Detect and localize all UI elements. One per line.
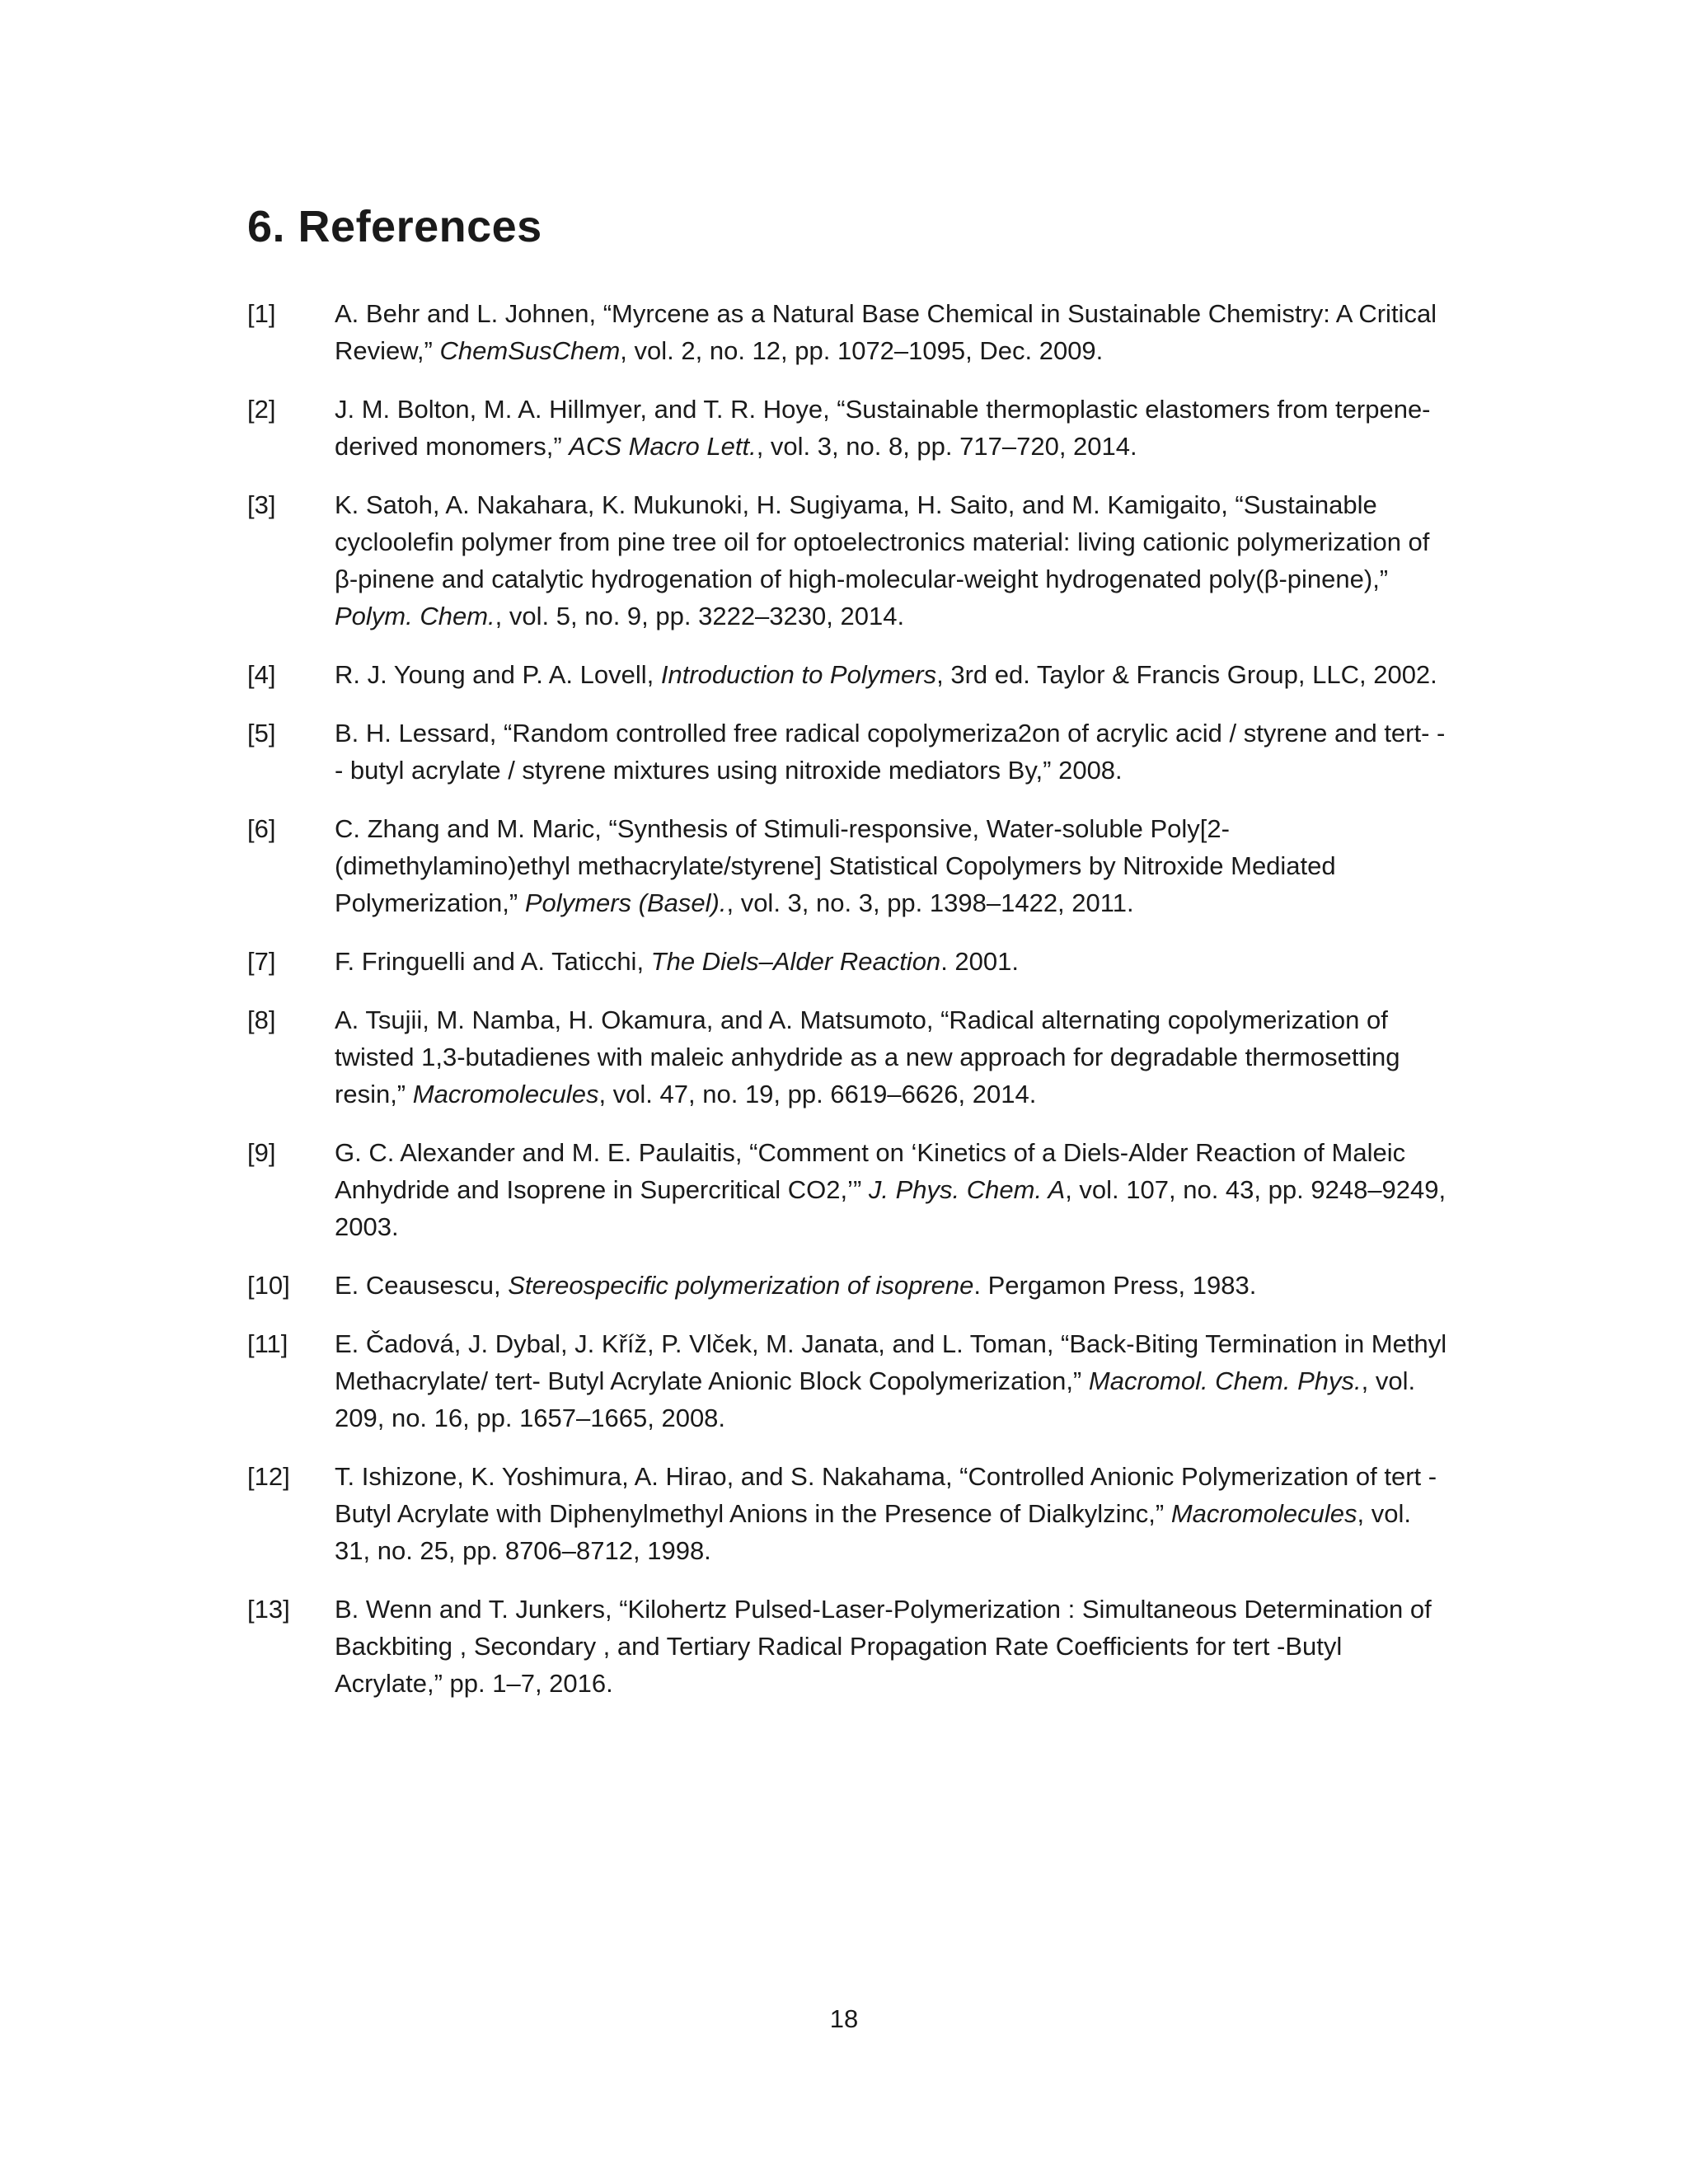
- reference-text: [335, 715, 1451, 789]
- reference-item: [247, 656, 1451, 693]
- reference-segment: , vol. 107, no. 43, pp. 9248–9249, 2003.: [335, 1175, 1447, 1241]
- reference-item: [247, 1134, 1451, 1245]
- reference-item: [247, 943, 1451, 980]
- reference-item: [247, 1325, 1451, 1436]
- reference-source-title: The Diels–Alder Reaction: [650, 947, 941, 976]
- reference-segment: A. Tsujii, M. Namba, H. Okamura, and A. Matsumoto, “Radical alternating copolymerization of twisted 1,3-butadienes with maleic anhydride as a new approach for degradable thermosetting resin,”: [335, 1005, 1400, 1108]
- reference-number: [10]: [247, 1271, 290, 1300]
- reference-segment: , vol. 31, no. 25, pp. 8706–8712, 1998.: [335, 1499, 1412, 1565]
- reference-source-title: Polym. Chem.: [335, 602, 495, 630]
- reference-segment: E. Čadová, J. Dybal, J. Kříž, P. Vlček, M. Janata, and L. Toman, “Back-Biting Termination in Methyl Methacrylate/ tert- Butyl Acrylate Anionic Block Copolymerization,”: [335, 1329, 1447, 1395]
- reference-segment: , vol. 3, no. 3, pp. 1398–1422, 2011.: [726, 888, 1134, 917]
- reference-text: [335, 1458, 1451, 1569]
- reference-segment: R. J. Young and P. A. Lovell,: [335, 660, 661, 689]
- reference-text: [335, 486, 1451, 635]
- reference-number: [9]: [247, 1138, 276, 1167]
- reference-segment: C. Zhang and M. Maric, “Synthesis of Stimuli-responsive, Water-soluble Poly[2-(dimethylamino)ethyl methacrylate/styrene] Statistical Copolymers by Nitroxide Mediated Polymerization,”: [335, 814, 1336, 917]
- reference-source-title: Macromolecules: [1170, 1499, 1357, 1528]
- reference-text: [335, 1591, 1451, 1702]
- reference-segment: A. Behr and L. Johnen, “Myrcene as a Natural Base Chemical in Sustainable Chemistry: A Critical Review,”: [335, 299, 1437, 365]
- reference-text: [335, 1001, 1451, 1113]
- reference-segment: , 3rd ed. Taylor & Francis Group, LLC, 2002.: [936, 660, 1437, 689]
- reference-source-title: ACS Macro Lett.: [569, 432, 757, 461]
- reference-segment: K. Satoh, A. Nakahara, K. Mukunoki, H. Sugiyama, H. Saito, and M. Kamigaito, “Sustainable cycloolefin polymer from pine tree oil for optoelectronics material: living cationic polymerization of β-pinene and catalytic hydrogenation of high-molecular-weight hydrogenated poly(β-pinene),”: [335, 490, 1430, 593]
- reference-segment: G. C. Alexander and M. E. Paulaitis, “Comment on ‘Kinetics of a Diels-Alder Reaction of Maleic Anhydride and Isoprene in Supercritical CO2,’”: [335, 1138, 1406, 1204]
- reference-list: [247, 295, 1451, 1723]
- reference-number: [2]: [247, 395, 276, 424]
- reference-text: [335, 1267, 1451, 1304]
- reference-segment: T. Ishizone, K. Yoshimura, A. Hirao, and S. Nakahama, “Controlled Anionic Polymerization of tert -Butyl Acrylate with Diphenylmethyl Anions in the Presence of Dialkylzinc,”: [335, 1462, 1437, 1528]
- reference-text: [335, 295, 1451, 369]
- reference-source-title: Stereospecific polymerization of isoprene: [508, 1271, 974, 1300]
- reference-segment: B. Wenn and T. Junkers, “Kilohertz Pulsed-Laser-Polymerization : Simultaneous Determination of Backbiting , Secondary , and Tertiary Radical Propagation Rate Coefficients for tert -Butyl Acrylate,” pp. 1–7, 2016.: [335, 1595, 1432, 1698]
- reference-number: [6]: [247, 814, 276, 843]
- reference-source-title: ChemSusChem: [439, 336, 621, 365]
- reference-source-title: Polymers (Basel).: [524, 888, 727, 917]
- reference-segment: E. Ceausescu,: [335, 1271, 509, 1300]
- reference-item: [247, 295, 1451, 369]
- section-heading: 6. References: [247, 202, 542, 251]
- reference-text: [335, 1134, 1451, 1245]
- reference-segment: , vol. 209, no. 16, pp. 1657–1665, 2008.: [335, 1366, 1416, 1432]
- reference-number: [1]: [247, 299, 276, 328]
- reference-item: [247, 1001, 1451, 1113]
- reference-text: [335, 1325, 1451, 1436]
- reference-text: [335, 943, 1451, 980]
- reference-number: [12]: [247, 1462, 290, 1491]
- reference-item: [247, 486, 1451, 635]
- reference-segment: , vol. 3, no. 8, pp. 717–720, 2014.: [756, 432, 1137, 461]
- reference-text: [335, 656, 1451, 693]
- reference-item: [247, 1591, 1451, 1702]
- reference-number: [7]: [247, 947, 276, 976]
- reference-item: [247, 810, 1451, 921]
- reference-segment: . 2001.: [940, 947, 1019, 976]
- reference-segment: B. H. Lessard, “Random controlled free radical copolymeriza2on of acrylic acid / styrene and tert- - - butyl acrylate / styrene mixtures using nitroxide mediators By,” 2008.: [335, 719, 1446, 785]
- reference-number: [3]: [247, 490, 276, 519]
- reference-segment: J. M. Bolton, M. A. Hillmyer, and T. R. Hoye, “Sustainable thermoplastic elastomers from terpene-derived monomers,”: [335, 395, 1431, 461]
- reference-text: [335, 391, 1451, 465]
- reference-source-title: Macromolecules: [412, 1080, 599, 1108]
- reference-number: [13]: [247, 1595, 290, 1624]
- reference-item: [247, 1458, 1451, 1569]
- reference-source-title: Macromol. Chem. Phys.: [1088, 1366, 1362, 1395]
- reference-number: [11]: [247, 1329, 288, 1358]
- page-number: 18: [829, 2004, 859, 2033]
- reference-segment: , vol. 5, no. 9, pp. 3222–3230, 2014.: [495, 602, 905, 630]
- reference-segment: F. Fringuelli and A. Taticchi,: [335, 947, 651, 976]
- reference-segment: . Pergamon Press, 1983.: [973, 1271, 1257, 1300]
- reference-item: [247, 1267, 1451, 1304]
- reference-item: [247, 391, 1451, 465]
- reference-number: [5]: [247, 719, 276, 748]
- reference-text: [335, 810, 1451, 921]
- reference-source-title: J. Phys. Chem. A: [868, 1175, 1066, 1204]
- reference-number: [8]: [247, 1005, 276, 1034]
- reference-number: [4]: [247, 660, 276, 689]
- reference-source-title: Introduction to Polymers: [660, 660, 937, 689]
- reference-segment: , vol. 2, no. 12, pp. 1072–1095, Dec. 2009.: [620, 336, 1104, 365]
- reference-item: [247, 715, 1451, 789]
- reference-segment: , vol. 47, no. 19, pp. 6619–6626, 2014.: [598, 1080, 1037, 1108]
